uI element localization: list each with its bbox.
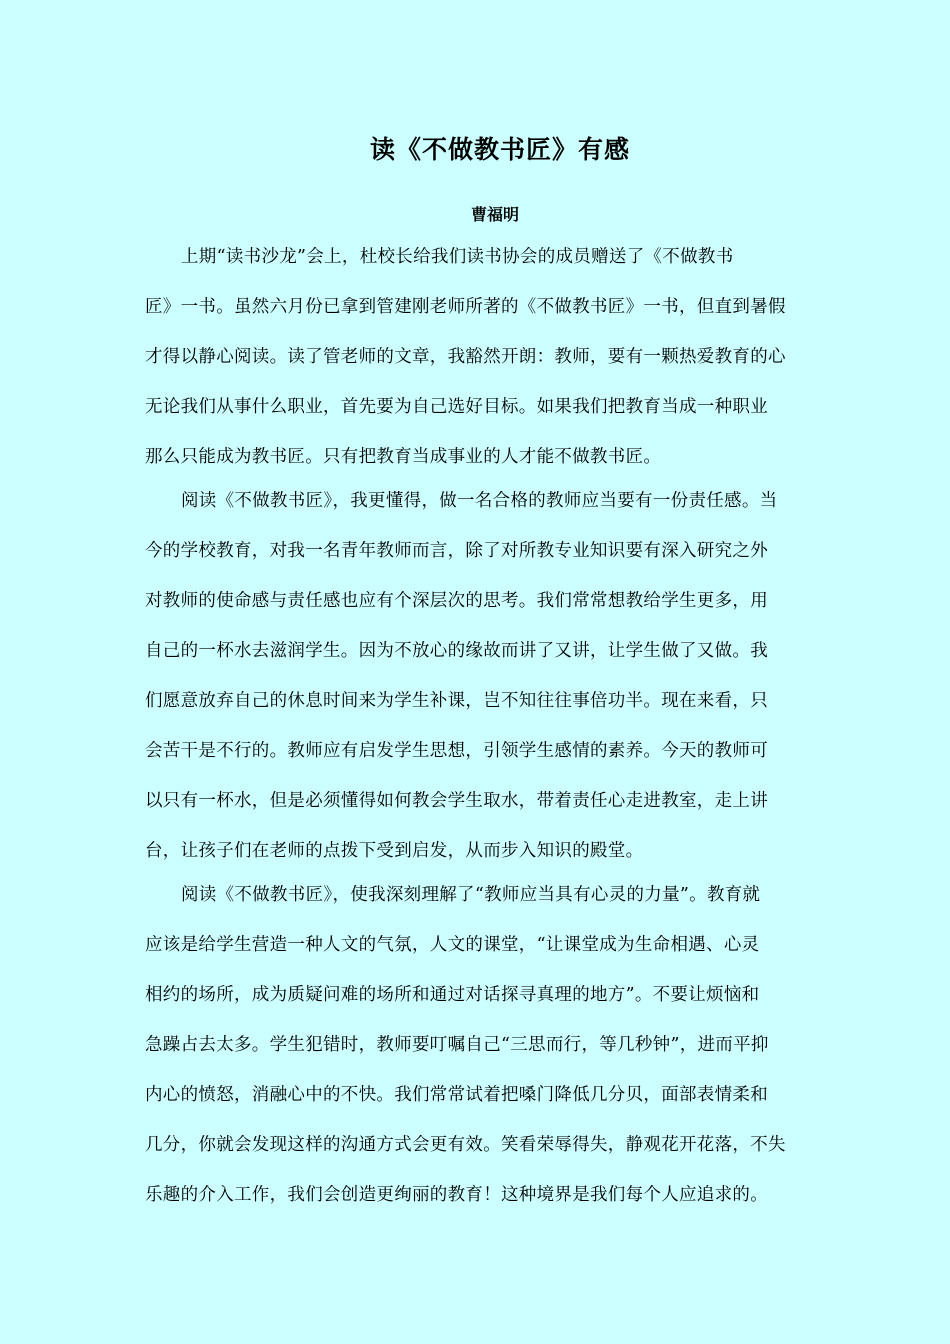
text-line: 才得以静心阅读。读了管老师的文章，我豁然开朗：教师，要有一颗热爱教育的心	[145, 347, 786, 367]
text-line: 阅读《不做教书匠》，我更懂得，做一名合格的教师应当要有一份责任感。当	[181, 491, 778, 511]
text-line: 相约的场所，成为质疑问难的场所和通过对话探寻真理的地方”。不要让烦恼和	[145, 985, 760, 1005]
text-line: 急躁占去太多。学生犯错时，教师要叮嘱自己“三思而行，等几秒钟”，进而平抑	[145, 1035, 769, 1055]
text-line: 上期“读书沙龙”会上，杜校长给我们读书协会的成员赠送了《不做教书	[181, 247, 734, 267]
text-line: 们愿意放弃自己的休息时间来为学生补课，岂不知往往事倍功半。现在来看，只	[145, 691, 768, 711]
document-body	[145, 240, 810, 1228]
text-line: 匠》一书。虽然六月份已拿到管建刚老师所著的《不做教书匠》一书，但直到暑假	[145, 297, 786, 317]
text-line: 今的学校教育，对我一名青年教师而言，除了对所教专业知识要有深入研究之外	[145, 541, 768, 561]
text-line: 那么只能成为教书匠。只有把教育当成事业的人才能不做教书匠。	[145, 447, 662, 467]
paragraph-1	[145, 240, 810, 490]
text-line: 自己的一杯水去滋润学生。因为不放心的缘故而讲了又讲，让学生做了又做。我	[145, 641, 768, 661]
text-line: 应该是给学生营造一种人文的气氛，人文的课堂，“让课堂成为生命相遇、心灵	[145, 935, 760, 955]
document-title: 读《不做教书匠》有感	[369, 135, 630, 164]
text-line: 对教师的使命感与责任感也应有个深层次的思考。我们常常想教给学生更多，用	[145, 591, 768, 611]
paragraph-3	[145, 878, 810, 1228]
text-line: 无论我们从事什么职业，首先要为自己选好目标。如果我们把教育当成一种职业	[145, 397, 768, 417]
text-line: 内心的愤怒，消融心中的不快。我们常常试着把嗓门降低几分贝，面部表情柔和	[145, 1085, 768, 1105]
text-line: 几分，你就会发现这样的沟通方式会更有效。笑看荣辱得失，静观花开花落，不失	[145, 1135, 786, 1155]
text-line: 乐趣的介入工作，我们会创造更绚丽的教育！这种境界是我们每个人应追求的。	[145, 1185, 768, 1205]
paragraph-2	[145, 484, 810, 884]
text-line: 阅读《不做教书匠》，使我深刻理解了“教师应当具有心灵的力量”。教育就	[181, 885, 761, 905]
text-line: 会苦干是不行的。教师应有启发学生思想，引领学生感情的素养。今天的教师可	[145, 741, 768, 761]
text-line: 台，让孩子们在老师的点拨下受到启发，从而步入知识的殿堂。	[145, 841, 644, 861]
text-line: 以只有一杯水，但是必须懂得如何教会学生取水，带着责任心走进教室，走上讲	[145, 791, 768, 811]
document-author: 曹福明	[470, 205, 519, 224]
